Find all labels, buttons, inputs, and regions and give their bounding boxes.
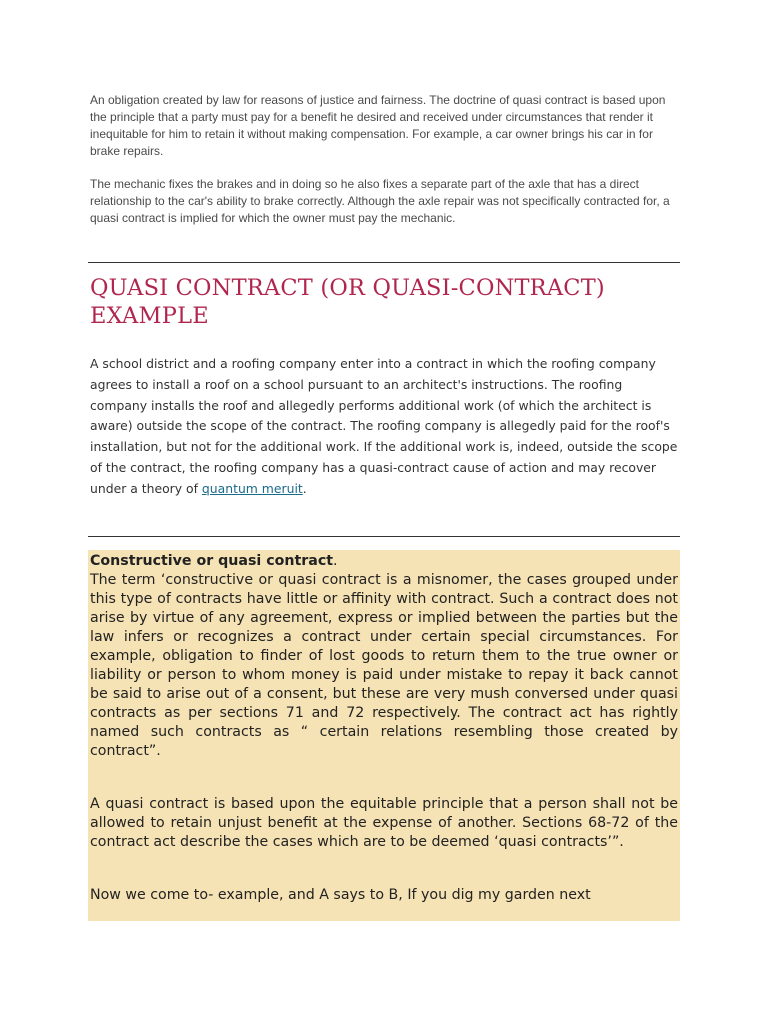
example-body: A school district and a roofing company enter into a contract in which the roofing company agrees to install a roof on a school pursuant to an architect's instructions. The roofing company installs the roof and allegedly performs additional work (of which the architect is aware) outside the scope of the contract. The roofing company is allegedly paid for the roof's installation, but not for the additional work. If the additional work is, indeed, outside the scope of the contract, the roofing company has a quasi-contract cause of action and may recover under a theory of (90, 356, 678, 496)
excerpt-term: Constructive or quasi contract (90, 553, 334, 569)
example-paragraph (90, 354, 682, 500)
excerpt-paragraph-2: A quasi contract is based upon the equitable principle that a person shall not be allowed to retain unjust benefit at the expense of another. Sections 68-72 of the contract act describe the cases which are to be deemed ‘quasi contracts’”. (90, 796, 678, 850)
intro-paragraph-1: An obligation created by law for reasons of justice and fairness. The doctrine of quasi contract is based upon the principle that a party must pay for a benefit he desired and received under circumstances that render it inequitable for him to retain it without making compensation. For example, a car owner brings his car in for brake repairs. (90, 93, 666, 158)
intro-text (90, 92, 680, 243)
quantum-meruit-link[interactable]: quantum meruit (201, 480, 303, 496)
excerpt-gap (90, 761, 678, 795)
section-heading: QUASI CONTRACT (OR QUASI-CONTRACT) EXAMPLE (90, 275, 605, 329)
example-end-punct: . (302, 480, 307, 496)
divider-bottom (88, 536, 680, 537)
excerpt-term-line (90, 552, 678, 571)
divider-top (88, 262, 680, 263)
intro-paragraph-2: The mechanic fixes the brakes and in doing so he also fixes a separate part of the axle that has a direct relationship to the car's ability to brake correctly. Although the axle repair was not specifically contracted for, a quasi contract is implied for which the owner must pay the mechanic. (90, 177, 670, 225)
highlighted-excerpt (88, 550, 680, 921)
excerpt-term-punct: . (333, 553, 338, 569)
excerpt-paragraph-1: The term ‘constructive or quasi contract is a misnomer, the cases grouped under this type of contracts have little or affinity with contract. Such a contract does not arise by virtue of any agreement, express or implied between the parties but the law infers or recognizes a contract under certain special circumstances. For example, obligation to finder of lost goods to return them to the true owner or liability or person to whom money is paid under mistake to repay it back cannot be said to arise out of a consent, but these are very mush conversed under quasi contracts as per sections 71 and 72 respectively. The contract act has rightly named such contracts as “ certain relations resembling those created by contract”. (90, 572, 678, 759)
excerpt-gap (90, 852, 678, 886)
excerpt-paragraph-3: Now we come to- example, and A says to B, If you dig my garden next (90, 887, 591, 903)
